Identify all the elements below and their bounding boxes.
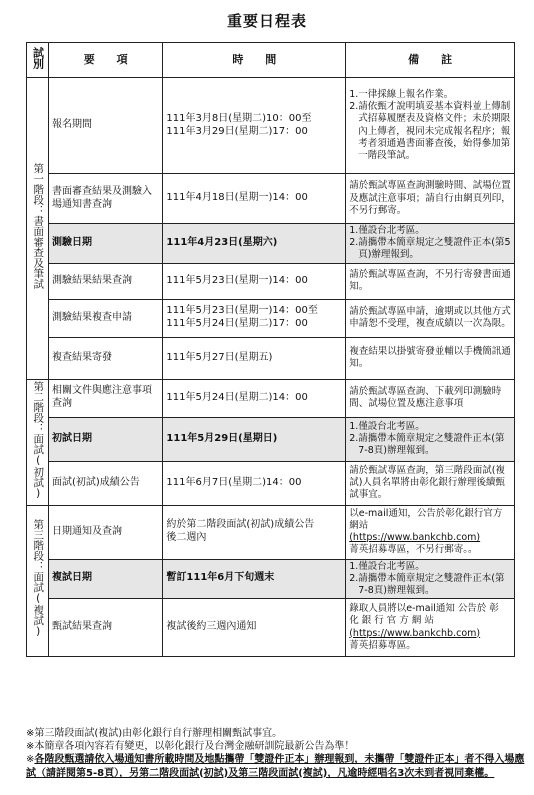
note-line: 菁英招募專區，不另行郵寄。。 xyxy=(349,544,478,556)
item-cell: 相關文件與應注意事項查詢 xyxy=(48,379,162,417)
item-cell: 複查結果寄發 xyxy=(48,337,162,379)
note-cell xyxy=(346,337,515,379)
table-row xyxy=(27,461,515,505)
time-line: 111年3月29日(星期二)17：00 xyxy=(166,125,308,137)
time-line: 約於第二階段面試(初試)成績公告 xyxy=(166,519,315,531)
note-line: 請於甄試專區查詢，第三階段面試(複試)人員名單將由彰化銀行辦理後續甄試事宜。 xyxy=(349,464,505,501)
time-line: 111年5月29日(星期日) xyxy=(166,432,278,444)
table-row xyxy=(27,78,515,174)
note-line: 請於甄試專區查詢測驗時間、試場位置及應試注意事項；請自行由網頁列印，不另行郵寄。 xyxy=(349,180,511,216)
note-line: 錄取人員將以e-mail通知 公告於 彰 化 銀 行 官 方 網 站 xyxy=(349,603,499,627)
table-row xyxy=(27,174,515,224)
footnotes xyxy=(26,727,526,780)
item-cell: 初試日期 xyxy=(48,417,162,461)
table-row xyxy=(27,599,515,657)
time-line: 後二週內 xyxy=(166,532,207,544)
note-cell xyxy=(346,417,515,461)
table-row xyxy=(27,379,515,417)
schedule-table xyxy=(26,42,515,657)
time-line: 111年3月8日(星期二)10：00至 xyxy=(166,112,312,124)
note-cell xyxy=(346,78,515,174)
note-line: 請於甄試專區申請，逾期或以其他方式申請恕不受理，複查成績以一次為限。 xyxy=(349,305,511,330)
note-cell xyxy=(346,174,515,224)
time-line: 111年5月27日(星期五) xyxy=(166,351,273,363)
footnote-2: ※本簡章各項內容若有變更，以彰化銀行及台灣金融研訓院最新公告為準！ xyxy=(26,741,355,753)
note-line: 1.僅設台北考區。 xyxy=(349,225,425,237)
time-cell xyxy=(163,505,346,559)
table-row xyxy=(27,337,515,379)
note-cell xyxy=(346,299,515,337)
time-cell xyxy=(163,78,346,174)
time-cell xyxy=(163,417,346,461)
footnote-3: ※各階段甄選請依入場通知書所載時間及地點攜帶「雙證件正本」辦理報到，未攜帶「雙證件正本」者不得入場應試（請詳閱第5-8頁），另第二階段面試(初試)及第三階段面試(複試)，凡逾時經唱名3次未到者視同棄權。 xyxy=(26,754,525,779)
table-row xyxy=(27,417,515,461)
note-line: 1.僅設台北考區。 xyxy=(349,420,425,432)
note-line: 2.請依甄才說明填妥基本資料並上傳制式招募履歷表及資格文件；未於期限內上傳者，視同未完成報名程序；報考者須通過書面審查後，始得參加第一階段筆試。 xyxy=(349,101,511,161)
time-cell xyxy=(163,559,346,598)
table-row xyxy=(27,505,515,559)
stage-category-cell: 第二階段：面試(初試) xyxy=(27,379,49,505)
website-link[interactable]: (https://www.bankchb.com) xyxy=(349,627,481,639)
time-line: 111年5月23日(星期一)14：00 xyxy=(166,274,308,286)
item-cell: 書面審查結果及測驗入場通知書查詢 xyxy=(48,174,162,224)
item-cell: 日期通知及查詢 xyxy=(48,505,162,559)
item-cell: 報名期間 xyxy=(48,78,162,174)
footnote-1: ※第三階段面試(複試)由彰化銀行自行辦理相關甄試事宜。 xyxy=(26,728,283,739)
time-cell xyxy=(163,263,346,299)
item-cell: 測驗結果結果查詢 xyxy=(48,263,162,299)
table-row xyxy=(27,263,515,299)
table-header-row xyxy=(27,43,515,78)
table-row xyxy=(27,559,515,598)
stage-category-cell: 第一階段：書面審查及筆試 xyxy=(27,78,49,379)
note-cell xyxy=(346,599,515,657)
header-item: 要 項 xyxy=(48,43,162,78)
note-line: 2.請攜帶本簡章規定之雙證件正本(第7-8頁)辦理報到。 xyxy=(349,432,505,457)
header-category: 試別 xyxy=(27,43,49,78)
item-cell: 複試日期 xyxy=(48,559,162,598)
time-cell xyxy=(163,174,346,224)
note-line: 複查結果以掛號寄發並輔以手機簡訊通知。 xyxy=(349,345,511,370)
note-cell xyxy=(346,559,515,598)
note-line: 2.請攜帶本簡章規定之雙證件正本(第5頁)辦理報到。 xyxy=(349,237,511,261)
item-cell: 甄試結果查詢 xyxy=(48,599,162,657)
note-cell xyxy=(346,263,515,299)
time-line: 111年6月7日(星期二)14：00 xyxy=(166,476,302,488)
table-row xyxy=(27,224,515,263)
stage-category-cell: 第三階段：面試(複試) xyxy=(27,505,49,656)
note-line: 菁英招募專區。 xyxy=(349,639,416,651)
note-line: 請於甄試專區查詢，不另行寄發書面通知。 xyxy=(349,268,511,293)
website-link[interactable]: (https://www.bankchb.com) xyxy=(349,532,481,544)
time-line: 111年4月18日(星期一)14：00 xyxy=(166,192,308,204)
note-line: 2.請攜帶本簡章規定之雙證件正本(第7-8頁)辦理報到。 xyxy=(349,572,505,596)
item-cell: 測驗結果複查申請 xyxy=(48,299,162,337)
note-cell xyxy=(346,505,515,559)
time-line: 111年5月24日(星期二)14：00 xyxy=(166,391,308,403)
time-cell xyxy=(163,299,346,337)
page-title: 重要日程表 xyxy=(226,12,307,30)
time-line: 111年4月23日(星期六) xyxy=(166,236,278,248)
time-cell xyxy=(163,337,346,379)
item-cell: 測驗日期 xyxy=(48,224,162,263)
item-cell: 面試(初試)成績公告 xyxy=(48,461,162,505)
time-cell xyxy=(163,379,346,417)
time-cell xyxy=(163,599,346,657)
note-line: 以e-mail通知，公告於彰化銀行官方網站 xyxy=(349,507,503,531)
note-line: 1.僅設台北考區。 xyxy=(349,560,425,572)
note-line: 1.一律採線上報名作業。 xyxy=(349,89,454,101)
time-line: 111年5月24日(星期二)17：00 xyxy=(166,318,308,330)
header-note: 備 註 xyxy=(346,43,515,78)
time-line: 複試後約三週內通知 xyxy=(166,621,257,633)
time-line: 111年5月23日(星期一)14：00至 xyxy=(166,305,318,317)
time-line: 暫訂111年6月下旬週末 xyxy=(166,572,275,584)
table-row xyxy=(27,299,515,337)
time-cell xyxy=(163,224,346,263)
note-cell xyxy=(346,379,515,417)
note-cell xyxy=(346,224,515,263)
time-cell xyxy=(163,461,346,505)
header-time: 時 間 xyxy=(163,43,346,78)
note-cell xyxy=(346,461,515,505)
note-line: 請於甄試專區查詢、下載列印測驗時間、試場位置及應注意事項 xyxy=(349,385,502,410)
